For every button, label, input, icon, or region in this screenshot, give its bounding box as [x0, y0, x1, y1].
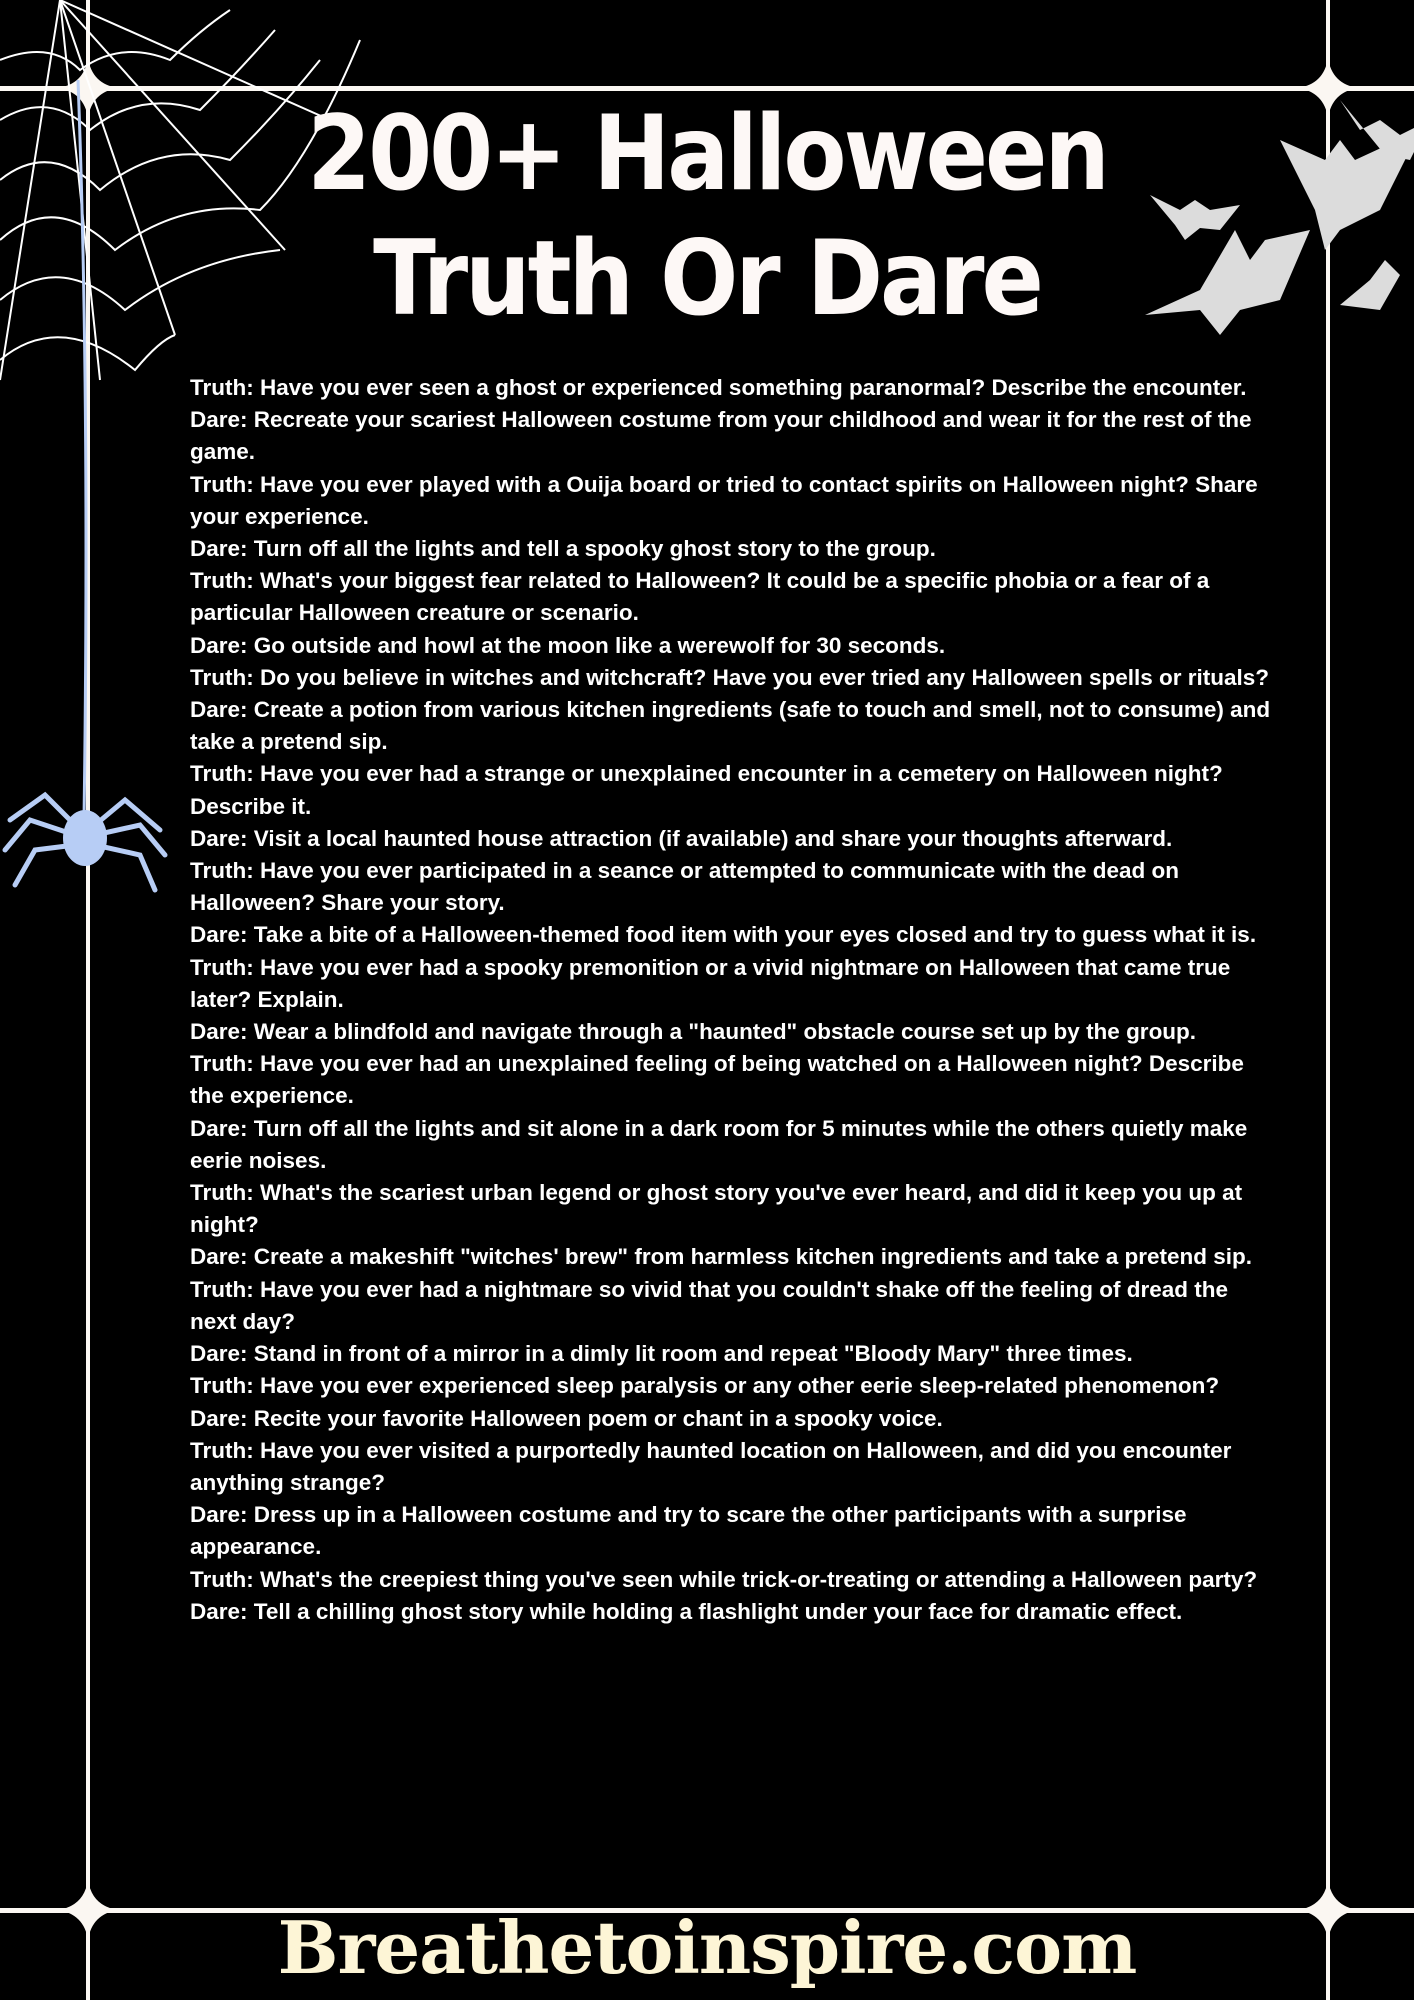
dare-item: Dare: Turn off all the lights and sit alone in a dark room for 5 minutes while the others quietly make eerie noises.: [190, 1115, 1248, 1173]
footer-site-name: Breathetoinspire.com: [277, 1905, 1137, 1990]
dare-item: Dare: Take a bite of a Halloween-themed food item with your eyes closed and try to guess what it is.: [190, 922, 1257, 948]
dare-item: Dare: Recite your favorite Halloween poem or chant in a spooky voice.: [190, 1405, 943, 1431]
truth-dare-list: [190, 372, 1280, 1628]
truth-item: Truth: Have you ever visited a purportedly haunted location on Halloween, and did you encounter anything strange?: [190, 1437, 1232, 1495]
dare-item: Dare: Wear a blindfold and navigate through a "haunted" obstacle course set up by the group.: [190, 1019, 1197, 1045]
page-title-line1: 200+ Halloween: [307, 93, 1107, 214]
dare-item: Dare: Turn off all the lights and tell a spooky ghost story to the group.: [190, 536, 936, 562]
dare-item: Dare: Stand in front of a mirror in a dimly lit room and repeat "Bloody Mary" three times.: [190, 1341, 1133, 1367]
truth-item: Truth: Have you ever had a spooky premonition or a vivid nightmare on Halloween that came true later? Explain.: [190, 954, 1231, 1012]
truth-item: Truth: Have you ever seen a ghost or experienced something paranormal? Describe the encounter.: [190, 375, 1247, 400]
dare-item: Dare: Go outside and howl at the moon like a werewolf for 30 seconds.: [190, 632, 946, 658]
dare-item: Dare: Recreate your scariest Halloween costume from your childhood and wear it for the rest of the game.: [190, 407, 1252, 465]
truth-item: Truth: Have you ever experienced sleep paralysis or any other eerie sleep-related phenomenon?: [190, 1373, 1220, 1399]
truth-item: Truth: Have you ever had a nightmare so vivid that you couldn't shake off the feeling of dread the next day?: [190, 1276, 1229, 1334]
dare-item: Dare: Visit a local haunted house attraction (if available) and share your thoughts afterward.: [190, 825, 1173, 851]
dare-item: Dare: Create a potion from various kitchen ingredients (safe to touch and smell, not to consume) and take a pretend sip.: [190, 697, 1271, 755]
truth-item: Truth: What's the creepiest thing you've seen while trick-or-treating or attending a Halloween party?: [190, 1566, 1258, 1592]
dare-item: Dare: Dress up in a Halloween costume and try to scare the other participants with a surprise appearance.: [190, 1502, 1187, 1560]
truth-item: Truth: Have you ever played with a Ouija board or tried to contact spirits on Halloween night? Share your experience.: [190, 471, 1258, 529]
truth-item: Truth: Do you believe in witches and witchcraft? Have you ever tried any Halloween spells or rituals?: [190, 664, 1270, 690]
dare-item: Dare: Tell a chilling ghost story while holding a flashlight under your face for dramatic effect.: [190, 1598, 1183, 1624]
truth-item: Truth: What's your biggest fear related to Halloween? It could be a specific phobia or a fear of a particular Halloween creature or scenario.: [190, 568, 1210, 626]
dare-item: Dare: Create a makeshift "witches' brew" from harmless kitchen ingredients and take a pretend sip.: [190, 1244, 1253, 1270]
truth-item: Truth: Have you ever had a strange or unexplained encounter in a cemetery on Halloween night? Describe it.: [190, 761, 1223, 819]
page-title-line2: Truth Or Dare: [373, 218, 1041, 339]
truth-item: Truth: What's the scariest urban legend or ghost story you've ever heard, and did it keep you up at night?: [190, 1180, 1243, 1238]
truth-item: Truth: Have you ever had an unexplained feeling of being watched on a Halloween night? Describe the experience.: [190, 1051, 1244, 1109]
truth-item: Truth: Have you ever participated in a seance or attempted to communicate with the dead on Halloween? Share your story.: [190, 858, 1179, 916]
